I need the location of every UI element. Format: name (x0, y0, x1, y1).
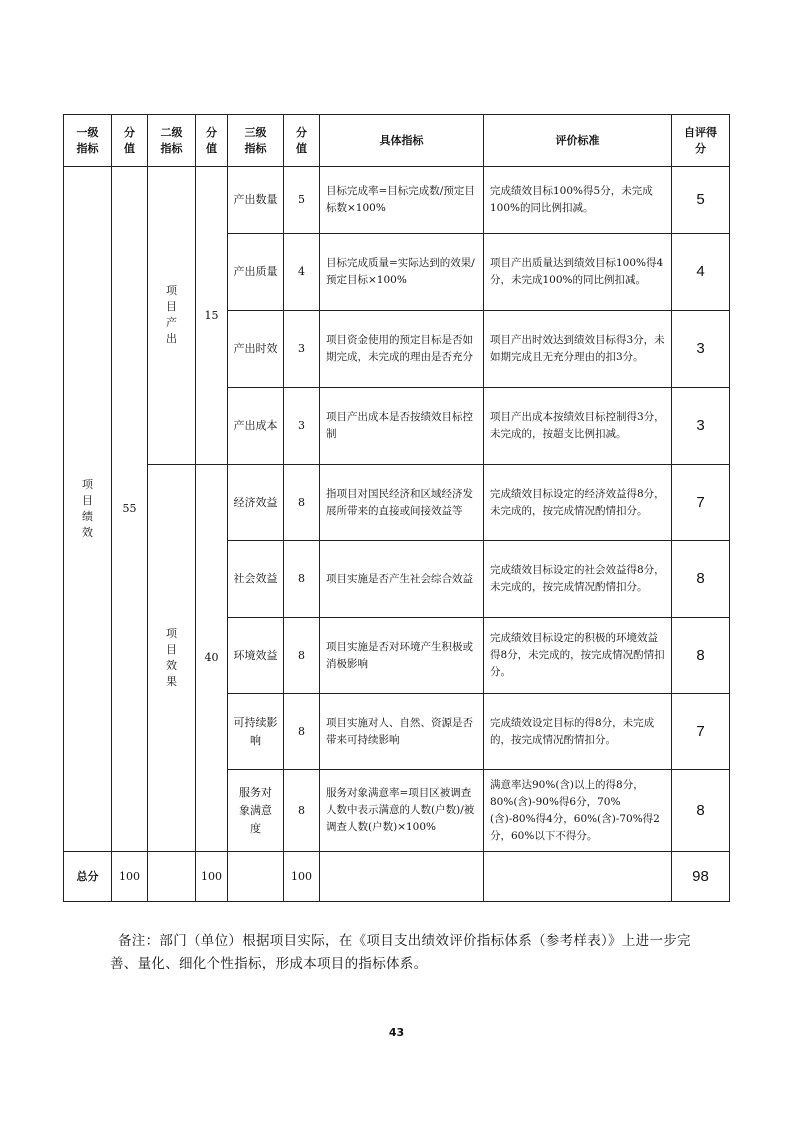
score3-cell: 8 (284, 465, 320, 541)
total-score2: 100 (196, 852, 228, 902)
header-level3: 三级指标 (228, 115, 284, 167)
total-self-score: 98 (672, 852, 730, 902)
indicator-cell: 目标完成率=目标完成数/预定目标数×100% (320, 167, 484, 234)
score3-cell: 5 (284, 167, 320, 234)
self-score-cell: 5 (672, 167, 730, 234)
table-row (64, 465, 730, 541)
indicator-cell: 项目产出成本是否按绩效目标控制 (320, 388, 484, 465)
indicator-cell: 指项目对国民经济和区域经济发展所带来的直接或间接效益等 (320, 465, 484, 541)
header-level2: 二级指标 (148, 115, 196, 167)
self-score-cell: 8 (672, 541, 730, 618)
standard-cell: 项目产出时效达到绩效目标得3分，未如期完成且无充分理由的扣3分。 (484, 311, 672, 388)
total-empty (148, 852, 196, 902)
score2-output-cell: 15 (196, 167, 228, 465)
total-empty (320, 852, 484, 902)
performance-evaluation-table (63, 114, 730, 902)
score3-cell: 8 (284, 618, 320, 694)
score1-cell: 55 (112, 167, 148, 852)
indicator-cell: 目标完成质量=实际达到的效果/预定目标×100% (320, 234, 484, 311)
level3-cell: 产出成本 (228, 388, 284, 465)
header-self-score: 自评得分 (672, 115, 730, 167)
total-label: 总分 (64, 852, 112, 902)
self-score-cell: 3 (672, 311, 730, 388)
level1-cell: 项目绩效 (64, 167, 112, 852)
level3-cell: 服务对象满意度 (228, 770, 284, 852)
standard-cell: 完成绩效目标设定的经济效益得8分，未完成的，按完成情况酌情扣分。 (484, 465, 672, 541)
total-row (64, 852, 730, 902)
score3-cell: 4 (284, 234, 320, 311)
standard-cell: 完成绩效设定目标的得8分，未完成的，按完成情况酌情扣分。 (484, 694, 672, 770)
header-standard: 评价标准 (484, 115, 672, 167)
standard-cell: 满意率达90%(含)以上的得8分，80%(含)-90%得6分，70%(含)-80%得4分，60%(含)-70%得2分，60%以下不得分。 (484, 770, 672, 852)
total-empty (228, 852, 284, 902)
level2-output-cell: 项目产出 (148, 167, 196, 465)
level3-cell: 社会效益 (228, 541, 284, 618)
self-score-cell: 7 (672, 694, 730, 770)
header-score3: 分值 (284, 115, 320, 167)
total-score1: 100 (112, 852, 148, 902)
indicator-cell: 项目实施是否对环境产生积极或消极影响 (320, 618, 484, 694)
standard-cell: 项目产出成本按绩效目标控制得3分，未完成的，按超支比例扣减。 (484, 388, 672, 465)
indicator-cell: 服务对象满意率=项目区被调查人数中表示满意的人数(户数)/被调查人数(户数)×100% (320, 770, 484, 852)
header-level1: 一级指标 (64, 115, 112, 167)
score2-effect-cell: 40 (196, 465, 228, 852)
standard-cell: 项目产出质量达到绩效目标100%得4分，未完成100%的同比例扣减。 (484, 234, 672, 311)
score3-cell: 8 (284, 541, 320, 618)
table-header-row (64, 115, 730, 167)
header-score1: 分值 (112, 115, 148, 167)
self-score-cell: 7 (672, 465, 730, 541)
indicator-cell: 项目实施是否产生社会综合效益 (320, 541, 484, 618)
score3-cell: 8 (284, 694, 320, 770)
total-empty (484, 852, 672, 902)
level3-cell: 产出时效 (228, 311, 284, 388)
total-score3: 100 (284, 852, 320, 902)
footnote: 备注：部门（单位）根据项目实际，在《项目支出绩效评价指标体系（参考样表）》上进一步完善、量化、细化个性指标，形成本项目的指标体系。 (110, 933, 691, 972)
level3-cell: 经济效益 (228, 465, 284, 541)
level3-cell: 环境效益 (228, 618, 284, 694)
standard-cell: 完成绩效目标设定的积极的环境效益得8分，未完成的，按完成情况酌情扣分。 (484, 618, 672, 694)
standard-cell: 完成绩效目标100%得5分，未完成100%的同比例扣减。 (484, 167, 672, 234)
self-score-cell: 4 (672, 234, 730, 311)
header-indicator: 具体指标 (320, 115, 484, 167)
table-row (64, 167, 730, 234)
indicator-cell: 项目实施对人、自然、资源是否带来可持续影响 (320, 694, 484, 770)
self-score-cell: 3 (672, 388, 730, 465)
score3-cell: 8 (284, 770, 320, 852)
standard-cell: 完成绩效目标设定的社会效益得8分，未完成的，按完成情况酌情扣分。 (484, 541, 672, 618)
indicator-cell: 项目资金使用的预定目标是否如期完成，未完成的理由是否充分 (320, 311, 484, 388)
page-number: 43 (388, 1026, 405, 1039)
score3-cell: 3 (284, 311, 320, 388)
level3-cell: 可持续影响 (228, 694, 284, 770)
score3-cell: 3 (284, 388, 320, 465)
level3-cell: 产出质量 (228, 234, 284, 311)
header-score2: 分值 (196, 115, 228, 167)
self-score-cell: 8 (672, 618, 730, 694)
level3-cell: 产出数量 (228, 167, 284, 234)
level2-effect-cell: 项目效果 (148, 465, 196, 852)
self-score-cell: 8 (672, 770, 730, 852)
